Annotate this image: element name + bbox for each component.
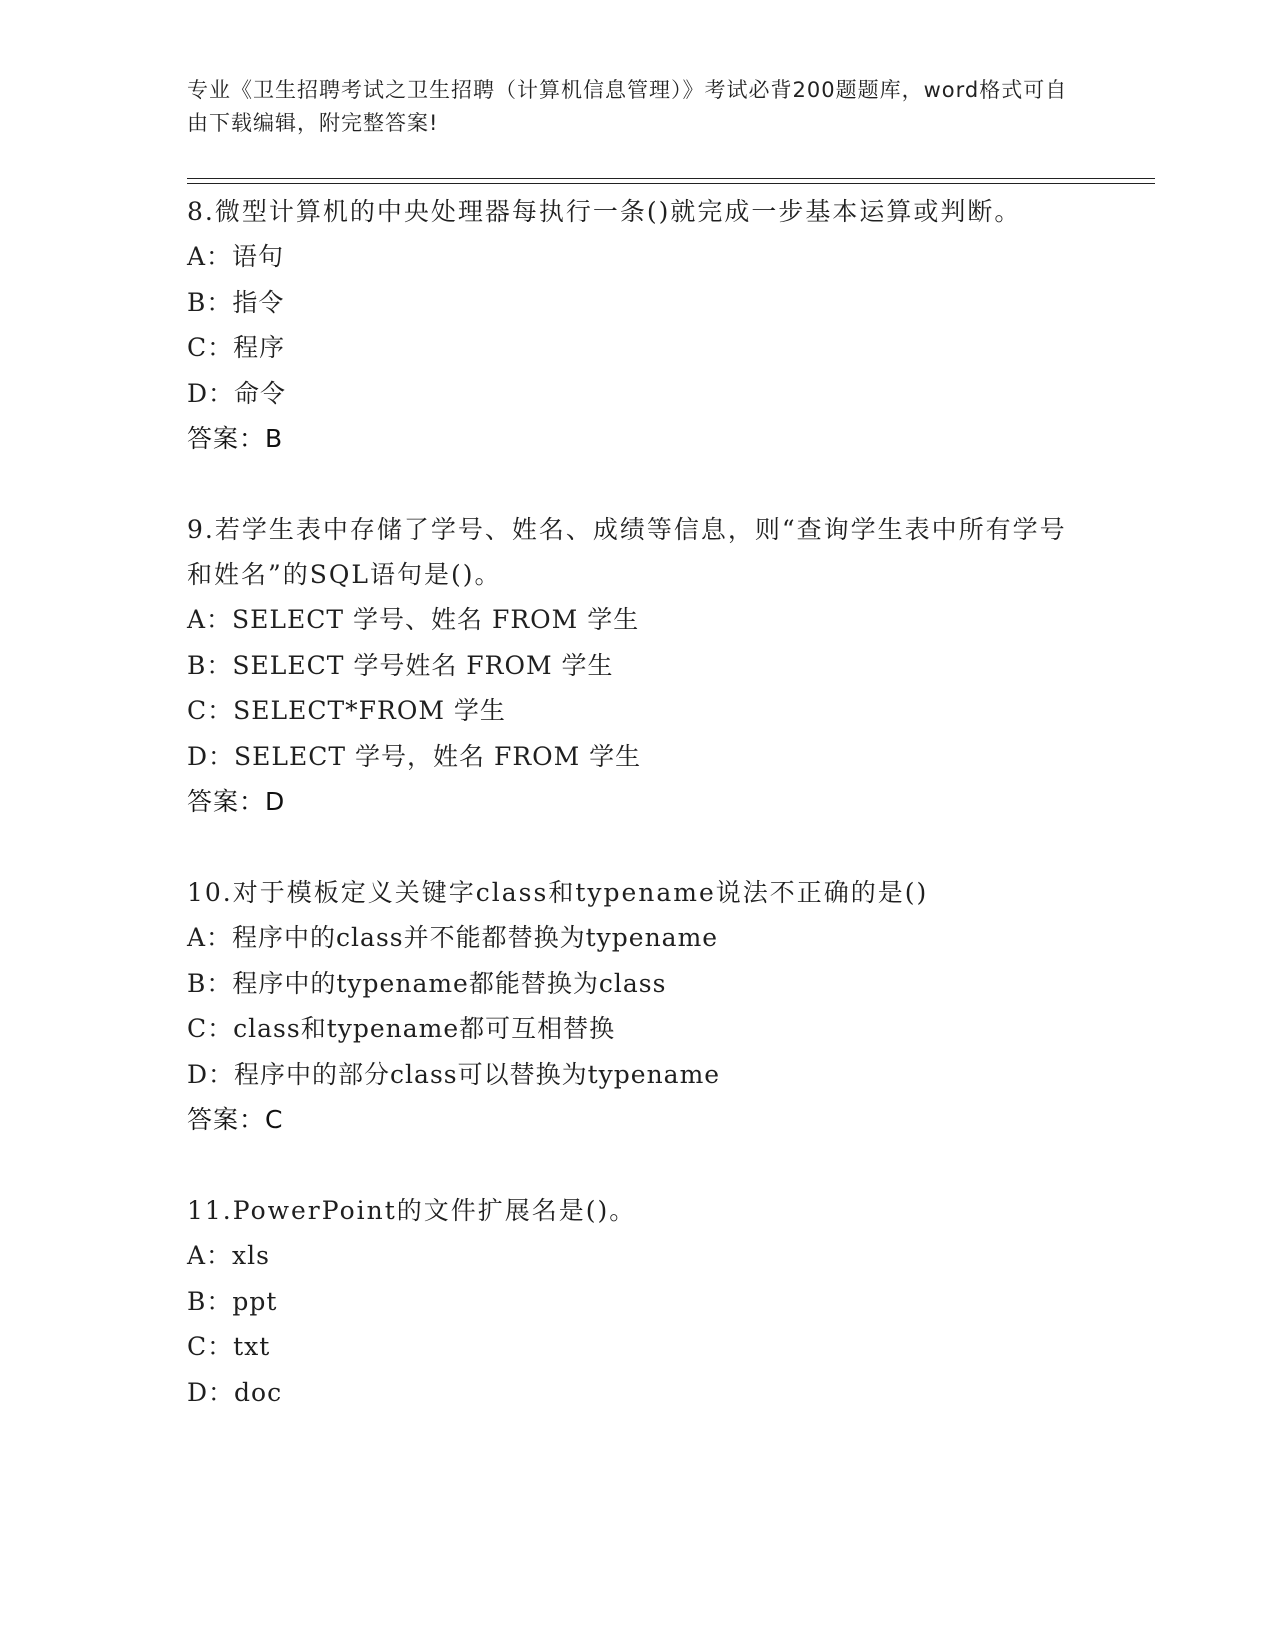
option-b: B：SELECT 学号姓名 FROM 学生 — [187, 650, 614, 680]
option-d: D：命令 — [187, 378, 287, 408]
question-item — [187, 507, 1087, 824]
option-c: C：class和typename都可互相替换 — [187, 1014, 616, 1043]
document-header: 专业《卫生招聘考试之卫生招聘（计算机信息管理）》考试必背200题题库，word格式可自由下载编辑，附完整答案! — [187, 78, 1068, 135]
question-spacer — [187, 824, 1087, 870]
option-b: B：指令 — [187, 287, 285, 317]
question-item — [187, 1188, 1087, 1415]
question-item — [187, 870, 1087, 1142]
option-b: B：ppt — [187, 1286, 278, 1316]
question-stem: 10.对于模板定义关键字class和typename说法不正确的是() — [187, 878, 929, 907]
question-list — [187, 189, 1087, 1415]
option-c: C：txt — [187, 1332, 271, 1361]
option-a: A：语句 — [187, 242, 285, 271]
option-c: C：程序 — [187, 333, 286, 362]
question-stem: 9.若学生表中存储了学号、姓名、成绩等信息，则“查询学生表中所有学号和姓名”的SQL语句是()。 — [187, 515, 1067, 589]
question-item — [187, 189, 1087, 461]
answer-text: 答案：C — [187, 1105, 284, 1134]
option-b: B：程序中的typename都能替换为class — [187, 968, 667, 998]
option-d: D：doc — [187, 1377, 283, 1407]
option-c: C：SELECT*FROM 学生 — [187, 696, 506, 725]
option-a: A：xls — [187, 1241, 270, 1270]
answer-text: 答案：B — [187, 424, 284, 453]
question-spacer — [187, 461, 1087, 507]
header-divider-top — [187, 178, 1155, 179]
header-divider-bottom — [187, 183, 1155, 184]
question-stem: 8.微型计算机的中央处理器每执行一条()就完成一步基本运算或判断。 — [187, 197, 1022, 226]
option-d: D：SELECT 学号，姓名 FROM 学生 — [187, 741, 642, 771]
answer-text: 答案：D — [187, 787, 286, 816]
question-stem: 11.PowerPoint的文件扩展名是()。 — [187, 1196, 637, 1225]
option-d: D：程序中的部分class可以替换为typename — [187, 1059, 721, 1089]
question-spacer — [187, 1142, 1087, 1188]
option-a: A：SELECT 学号、姓名 FROM 学生 — [187, 605, 640, 634]
option-a: A：程序中的class并不能都替换为typename — [187, 923, 719, 952]
